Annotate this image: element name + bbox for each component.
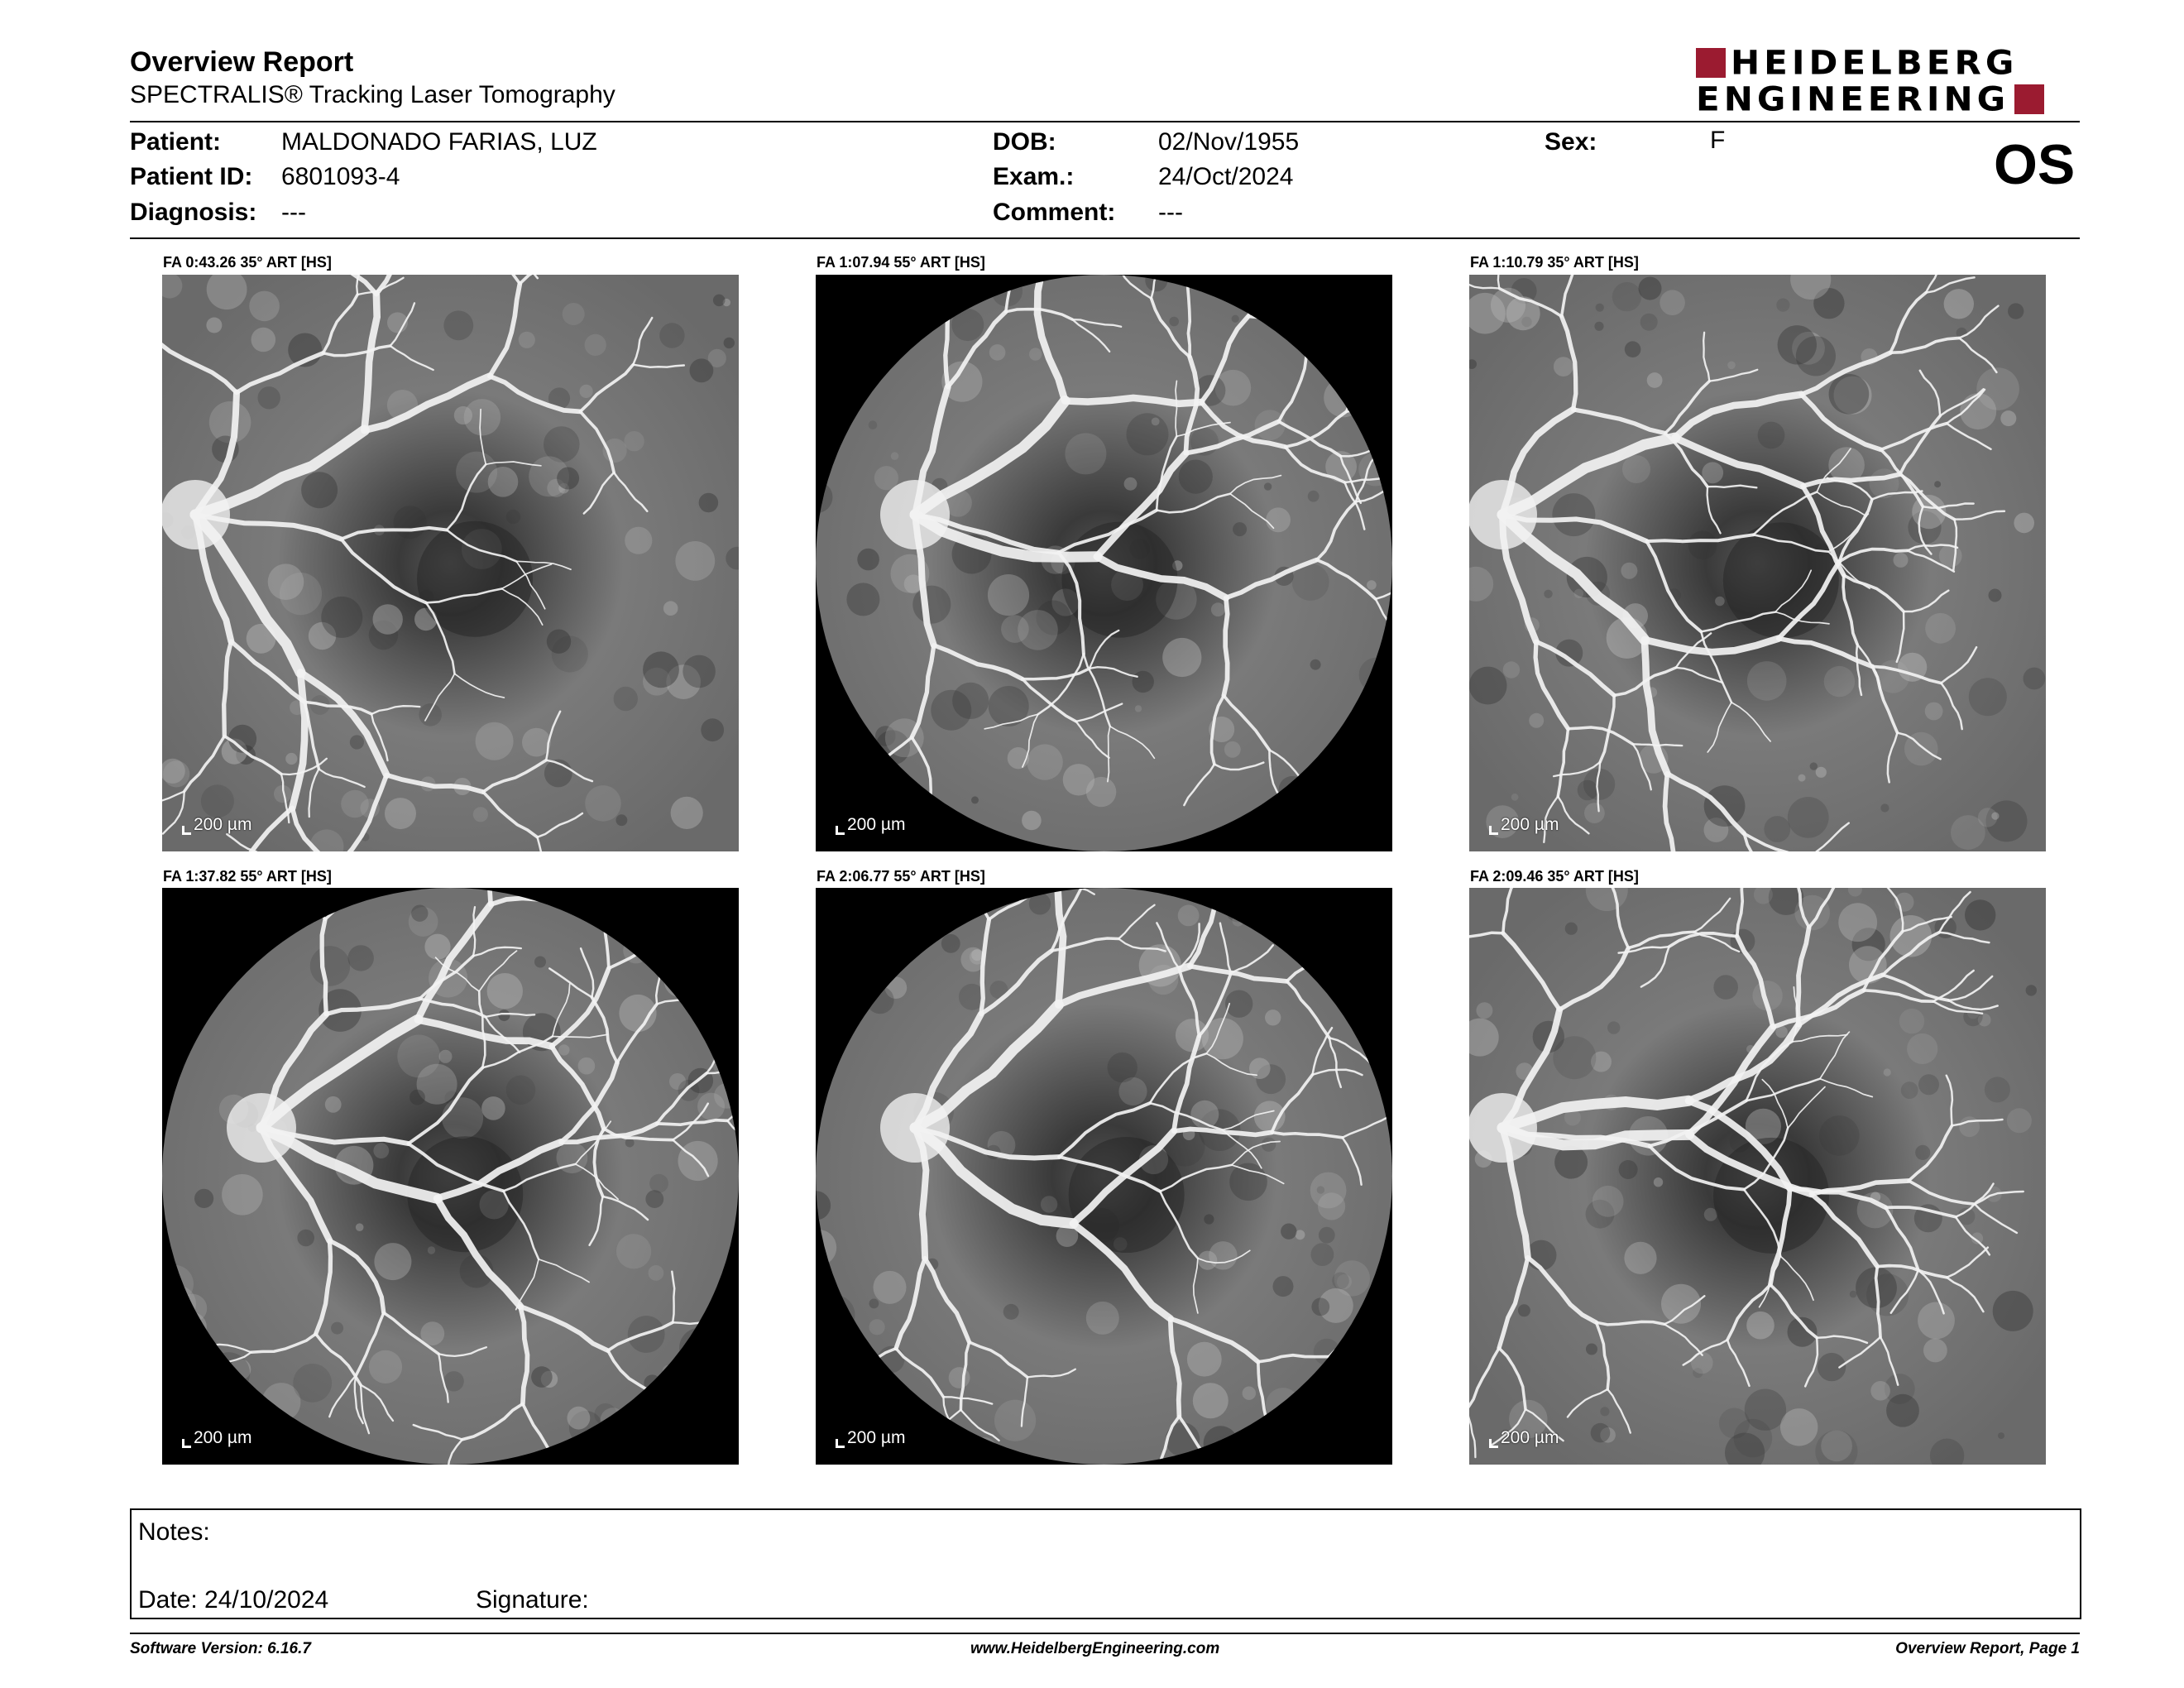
fundus-angiogram [816, 888, 1392, 1465]
logo-line-1: HEIDELBERG [1731, 43, 2019, 82]
logo-line-2: ENGINEERING [1696, 79, 2010, 118]
fundus-image-4[interactable] [162, 888, 739, 1465]
patient-label: Patient: [130, 128, 222, 156]
image-label-4: FA 1:37.82 55° ART [HS] [163, 868, 332, 885]
footer-divider [130, 1633, 2080, 1634]
image-label-5: FA 2:06.77 55° ART [HS] [817, 868, 985, 885]
fundus-image-3[interactable] [1469, 275, 2046, 851]
fundus-image-2[interactable] [816, 275, 1392, 851]
scale-bar-3: 200 µm [1501, 815, 1559, 834]
exam-value: 24/Oct/2024 [1158, 163, 1294, 190]
report-title: Overview Report [130, 46, 354, 78]
scale-bar-5: 200 µm [847, 1428, 906, 1447]
fundus-angiogram [162, 275, 739, 851]
scale-bar-4: 200 µm [194, 1428, 252, 1447]
logo-square-icon [1696, 48, 1726, 78]
software-version: Software Version: 6.16.7 [130, 1640, 311, 1657]
fundus-image-6[interactable] [1469, 888, 2046, 1465]
sex-value: F [1710, 127, 1726, 154]
patient-name: MALDONADO FARIAS, LUZ [281, 128, 597, 156]
patient-divider [130, 237, 2080, 239]
fundus-image-1[interactable] [162, 275, 739, 851]
report-subtitle: SPECTRALIS® Tracking Laser Tomography [130, 81, 615, 108]
comment-value: --- [1158, 199, 1183, 226]
sex-label: Sex: [1545, 128, 1597, 156]
dob-label: DOB: [993, 128, 1056, 156]
notes-label: Notes: [138, 1518, 210, 1546]
comment-label: Comment: [993, 199, 1116, 226]
scale-bar-1: 200 µm [194, 815, 252, 834]
logo-square-icon [2014, 84, 2044, 114]
dob-value: 02/Nov/1955 [1158, 128, 1300, 156]
diagnosis-label: Diagnosis: [130, 199, 257, 226]
image-label-3: FA 1:10.79 35° ART [HS] [1470, 254, 1639, 271]
fundus-angiogram [162, 888, 739, 1465]
patient-id-value: 6801093-4 [281, 163, 400, 190]
patient-id-label: Patient ID: [130, 163, 253, 190]
date-line: Date: 24/10/2024 [138, 1586, 329, 1614]
image-label-2: FA 1:07.94 55° ART [HS] [817, 254, 985, 271]
page-indicator: Overview Report, Page 1 [1895, 1640, 2080, 1657]
eye-indicator: OS [1994, 133, 2076, 196]
fundus-angiogram [1469, 275, 2046, 851]
image-label-6: FA 2:09.46 35° ART [HS] [1470, 868, 1639, 885]
signature-label: Signature: [476, 1586, 589, 1614]
notes-box[interactable] [130, 1508, 2081, 1619]
heidelberg-logo [1696, 43, 2081, 118]
fundus-image-5[interactable] [816, 888, 1392, 1465]
website-link[interactable]: www.HeidelbergEngineering.com [970, 1640, 1220, 1657]
header-divider [130, 121, 2080, 122]
image-label-1: FA 0:43.26 35° ART [HS] [163, 254, 332, 271]
diagnosis-value: --- [281, 199, 306, 226]
scale-bar-2: 200 µm [847, 815, 906, 834]
scale-bar-6: 200 µm [1501, 1428, 1559, 1447]
exam-label: Exam.: [993, 163, 1075, 190]
fundus-angiogram [1469, 888, 2046, 1465]
fundus-angiogram [816, 275, 1392, 851]
